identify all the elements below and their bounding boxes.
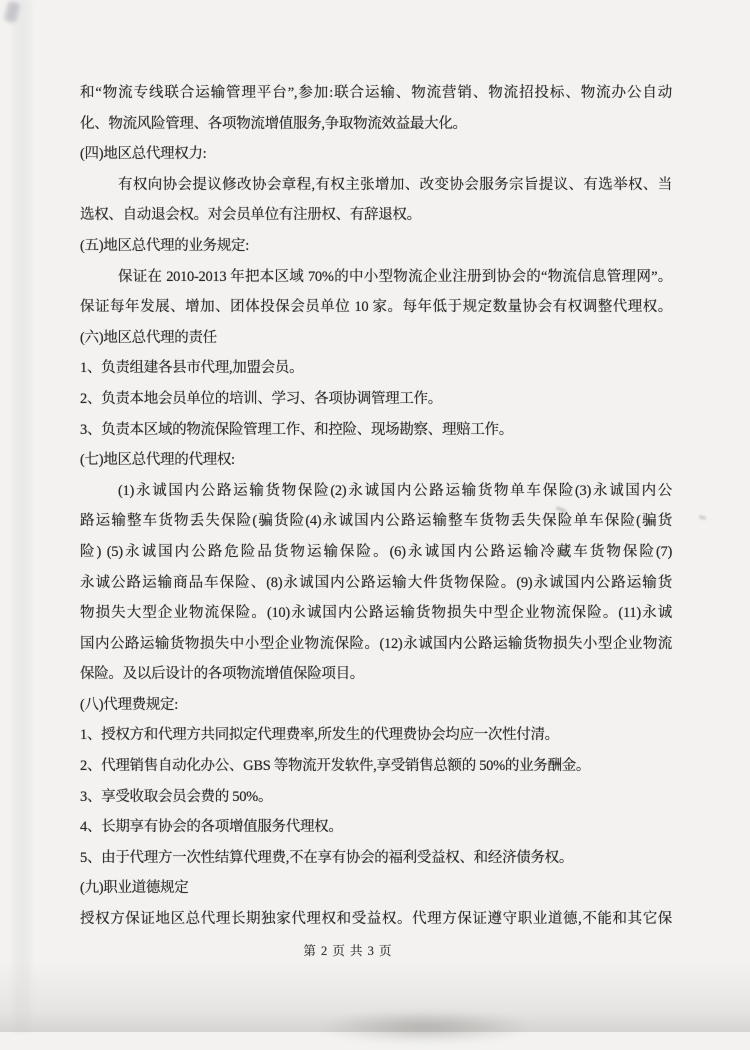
text-line: 1、授权方和代理方共同拟定代理费率,所发生的代理费协会均应一次性付清。 [80, 727, 559, 744]
text-line: 和“物流专线联合运输管理平台”,参加:联合运输、物流营销、物流招投标、物流办公自动 [80, 85, 672, 101]
text-line: (八)代理费规定: [80, 696, 178, 713]
text-line: (五)地区总代理的业务规定: [80, 237, 249, 254]
text-line: (九)职业道德规定 [80, 880, 189, 897]
text-line: 3、负责本区域的物流保险管理工作、和控险、现场勘察、理赔工作。 [80, 421, 513, 438]
scan-speck [699, 515, 707, 520]
text-line: 国内公路运输货物损失中小型企业物流保险。(12)永诚国内公路运输货物损失小型企业物流 [80, 635, 672, 652]
text-line: 2、代理销售自动化办公、GBS 等物流开发软件,享受销售总额的 50%的业务酬金。 [80, 758, 591, 775]
text-line: (四)地区总代理权力: [80, 146, 207, 163]
text-line: 选权、自动退会权。对会员单位有注册权、有辞退权。 [80, 207, 421, 224]
scan-smudge-bottom [270, 1004, 580, 1050]
text-line: 保险。及以后设计的各项物流增值保险项目。 [80, 666, 364, 683]
page-footer: 第 2 页 共 3 页 [303, 944, 393, 958]
text-line: 授权方保证地区总代理长期独家代理权和受益权。代理方保证遵守职业道德,不能和其它保 [80, 911, 672, 928]
text-line: 保证在 2010-2013 年把本区域 70%的中小型物流企业注册到协会的“物流信息管理网”。 [118, 268, 672, 285]
text-line: 化、物流风险管理、各项物流增值服务,争取物流效益最大化。 [80, 115, 467, 132]
scan-streak-left [14, 0, 30, 1032]
text-line: 1、负责组建各县市代理,加盟会员。 [80, 360, 304, 377]
text-line: 3、享受收取会员会费的 50%。 [80, 788, 273, 805]
text-line: (1)永诚国内公路运输货物保险(2)永诚国内公路运输货物单车保险(3)永诚国内公 [118, 482, 672, 499]
text-line: 险) (5)永诚国内公路危险品货物运输保险。(6)永诚国内公路运输冷藏车货物保险(7) [80, 543, 672, 560]
text-line: (七)地区总代理的代理权: [80, 452, 235, 469]
text-line: 永诚公路运输商品车保险、(8)永诚国内公路运输大件货物保险。(9)永诚国内公路运输货 [80, 574, 672, 591]
text-line: 路运输整车货物丢失保险(骗货险(4)永诚国内公路运输整车货物丢失保险单车保险(骗货 [80, 513, 672, 530]
text-line: (六)地区总代理的责任 [80, 329, 217, 346]
text-line: 4、长期享有协会的各项增值服务代理权。 [80, 819, 343, 836]
text-line: 物损失大型企业物流保险。(10)永诚国内公路运输货物损失中型企业物流保险。(11)永诚 [80, 605, 672, 622]
text-line: 2、负责本地会员单位的培训、学习、各项协调管理工作。 [80, 390, 442, 407]
document-text [80, 78, 672, 935]
text-line: 保证每年发展、增加、团体投保会员单位 10 家。每年低于规定数量协会有权调整代理权。 [80, 299, 672, 316]
text-line: 5、由于代理方一次性结算代理费,不在享有协会的福利受益权、和经济债务权。 [80, 849, 574, 866]
text-line: 有权向协会提议修改协会章程,有权主张增加、改变协会服务宗旨提议、有选举权、当 [118, 176, 672, 193]
